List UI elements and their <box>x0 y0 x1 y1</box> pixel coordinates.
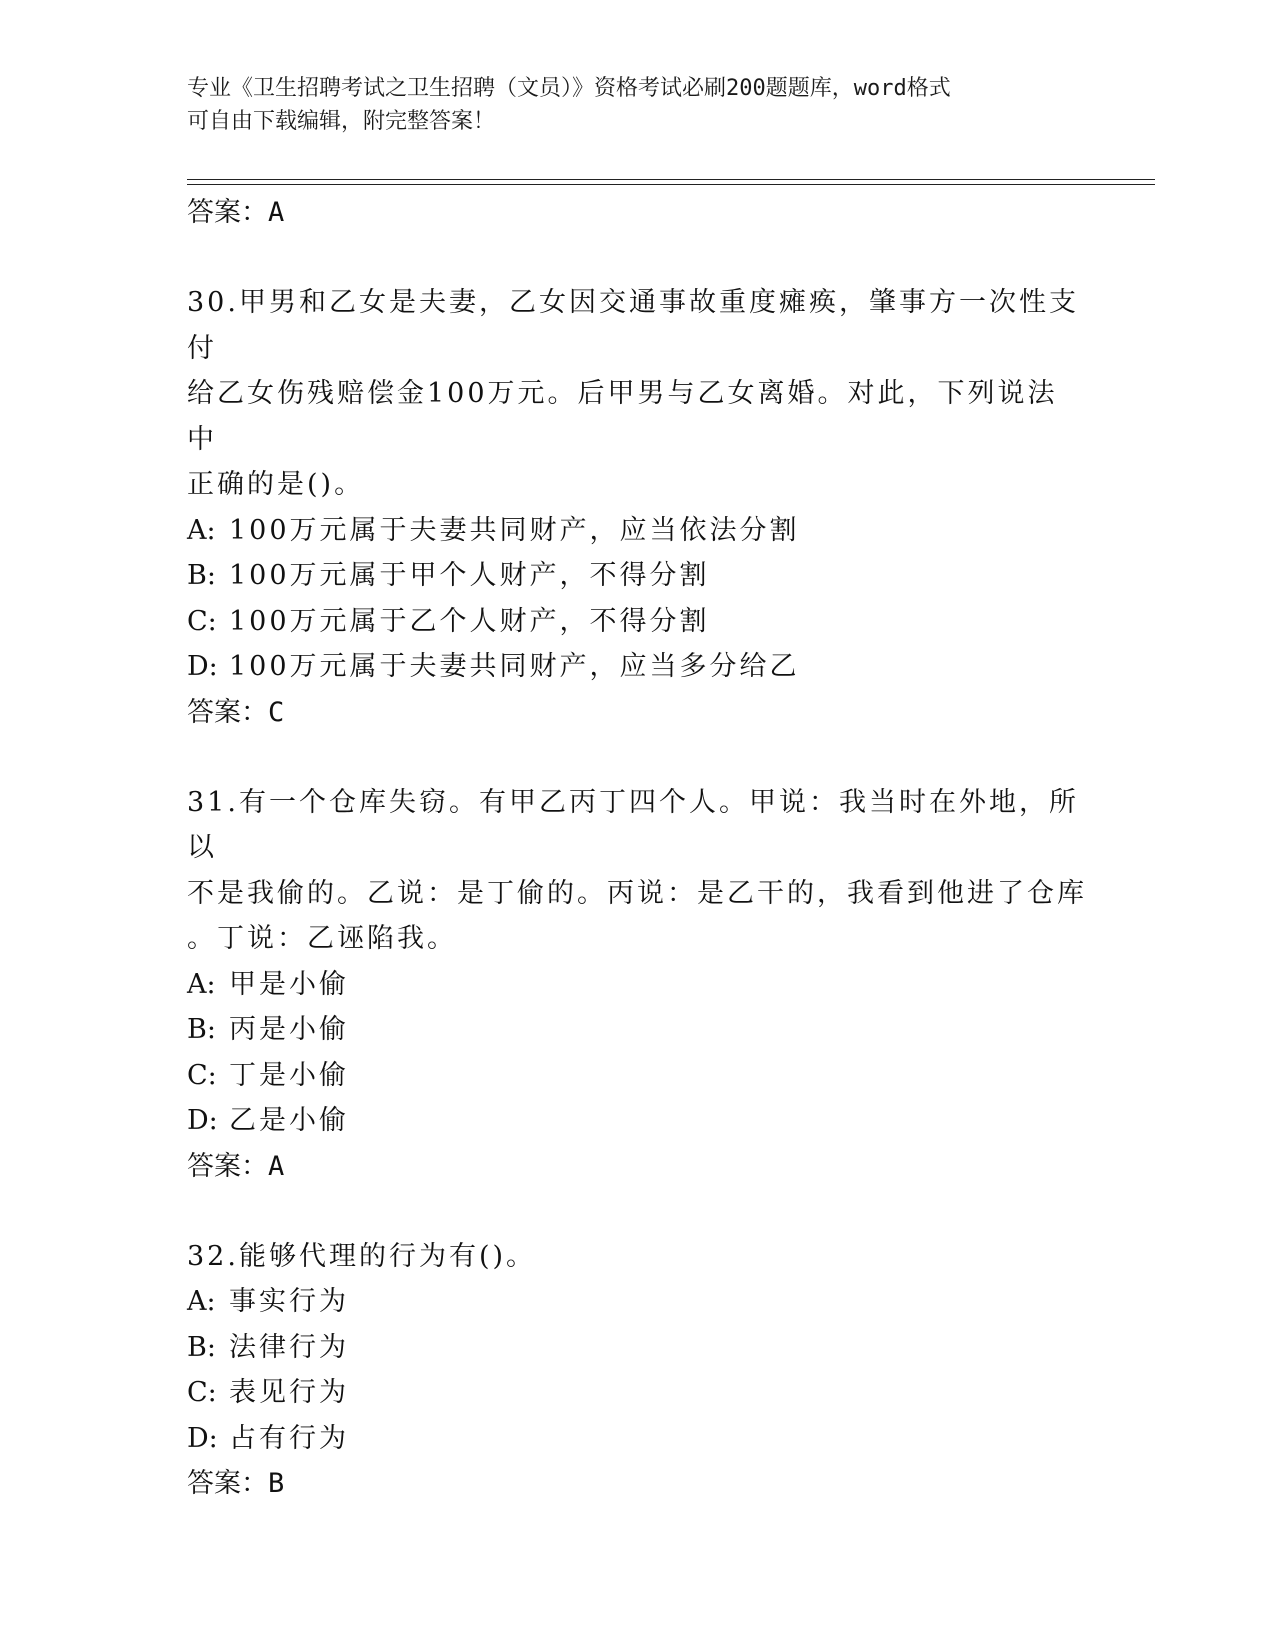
answer-line <box>187 690 1087 736</box>
option-b <box>187 1007 1087 1053</box>
option-text: 100万元属于乙个人财产，不得分割 <box>229 605 710 637</box>
option-letter: D: <box>187 1105 218 1136</box>
answer-line <box>187 1144 1087 1190</box>
option-letter: B: <box>187 1331 216 1363</box>
option-b <box>187 553 1087 599</box>
option-b <box>187 1325 1087 1371</box>
option-text: 法律行为 <box>229 1331 349 1363</box>
option-text: 100万元属于甲个人财产，不得分割 <box>229 560 710 591</box>
option-letter: B: <box>187 560 216 591</box>
option-a <box>187 508 1087 554</box>
question-line: 正确的是()。 <box>187 469 365 500</box>
option-text: 表见行为 <box>229 1377 349 1408</box>
header-line-1: 专业《卫生招聘考试之卫生招聘（文员）》资格考试必刷200题题库，word格式 <box>187 76 951 101</box>
option-letter: D: <box>187 1422 218 1454</box>
question-line: 给乙女伤残赔偿金100万元。后甲男与乙女离婚。对此，下列说法中 <box>187 378 1058 455</box>
option-text: 100万元属于夫妻共同财产，应当依法分割 <box>229 514 800 546</box>
option-a <box>187 1279 1087 1325</box>
option-text: 丙是小偷 <box>229 1014 349 1045</box>
answer-value: B <box>268 1468 285 1499</box>
option-letter: C: <box>187 605 217 637</box>
option-c <box>187 599 1087 645</box>
answer-label: 答案： <box>187 197 268 228</box>
answer-value: A <box>268 1150 285 1182</box>
option-letter: A: <box>187 514 216 546</box>
option-letter: A: <box>187 1286 216 1317</box>
document-header <box>187 72 1087 138</box>
option-letter: B: <box>187 1014 216 1045</box>
answer-label: 答案： <box>187 1150 268 1182</box>
question-block <box>187 280 1087 736</box>
option-letter: C: <box>187 1377 217 1408</box>
option-text: 甲是小偷 <box>229 968 349 1000</box>
option-c <box>187 1370 1087 1416</box>
answer-line <box>187 1461 1087 1507</box>
answer-value: C <box>268 696 285 728</box>
question-line: 30.甲男和乙女是夫妻，乙女因交通事故重度瘫痪，肇事方一次性支付 <box>187 287 1079 364</box>
option-text: 事实行为 <box>229 1286 349 1317</box>
answer-label: 答案： <box>187 696 268 728</box>
question-line: 。丁说：乙诬陷我。 <box>187 923 457 954</box>
option-letter: C: <box>187 1059 217 1091</box>
question-line: 31.有一个仓库失窃。有甲乙丙丁四个人。甲说：我当时在外地，所以 <box>187 786 1079 863</box>
question-list <box>187 190 1087 1507</box>
answer-value: A <box>268 197 285 228</box>
question-text <box>187 280 1087 508</box>
question-line: 不是我偷的。乙说：是丁偷的。丙说：是乙干的，我看到他进了仓库 <box>187 877 1087 909</box>
question-text <box>187 1234 1087 1280</box>
option-d <box>187 644 1087 690</box>
header-divider-bottom <box>187 184 1155 185</box>
question-block <box>187 780 1087 1190</box>
option-d <box>187 1098 1087 1144</box>
header-divider-top <box>187 179 1155 180</box>
option-text: 占有行为 <box>229 1422 349 1454</box>
option-c <box>187 1053 1087 1099</box>
header-line-2: 可自由下载编辑，附完整答案！ <box>187 109 496 134</box>
question-line: 32.能够代理的行为有()。 <box>187 1240 537 1272</box>
option-text: 丁是小偷 <box>229 1059 349 1091</box>
option-d <box>187 1416 1087 1462</box>
option-text: 乙是小偷 <box>229 1105 349 1136</box>
question-block <box>187 1234 1087 1508</box>
option-a <box>187 962 1087 1008</box>
option-letter: D: <box>187 651 218 682</box>
question-text <box>187 780 1087 962</box>
option-text: 100万元属于夫妻共同财产，应当多分给乙 <box>229 651 800 682</box>
answer-line <box>187 190 1087 236</box>
answer-label: 答案： <box>187 1468 268 1499</box>
option-letter: A: <box>187 968 216 1000</box>
